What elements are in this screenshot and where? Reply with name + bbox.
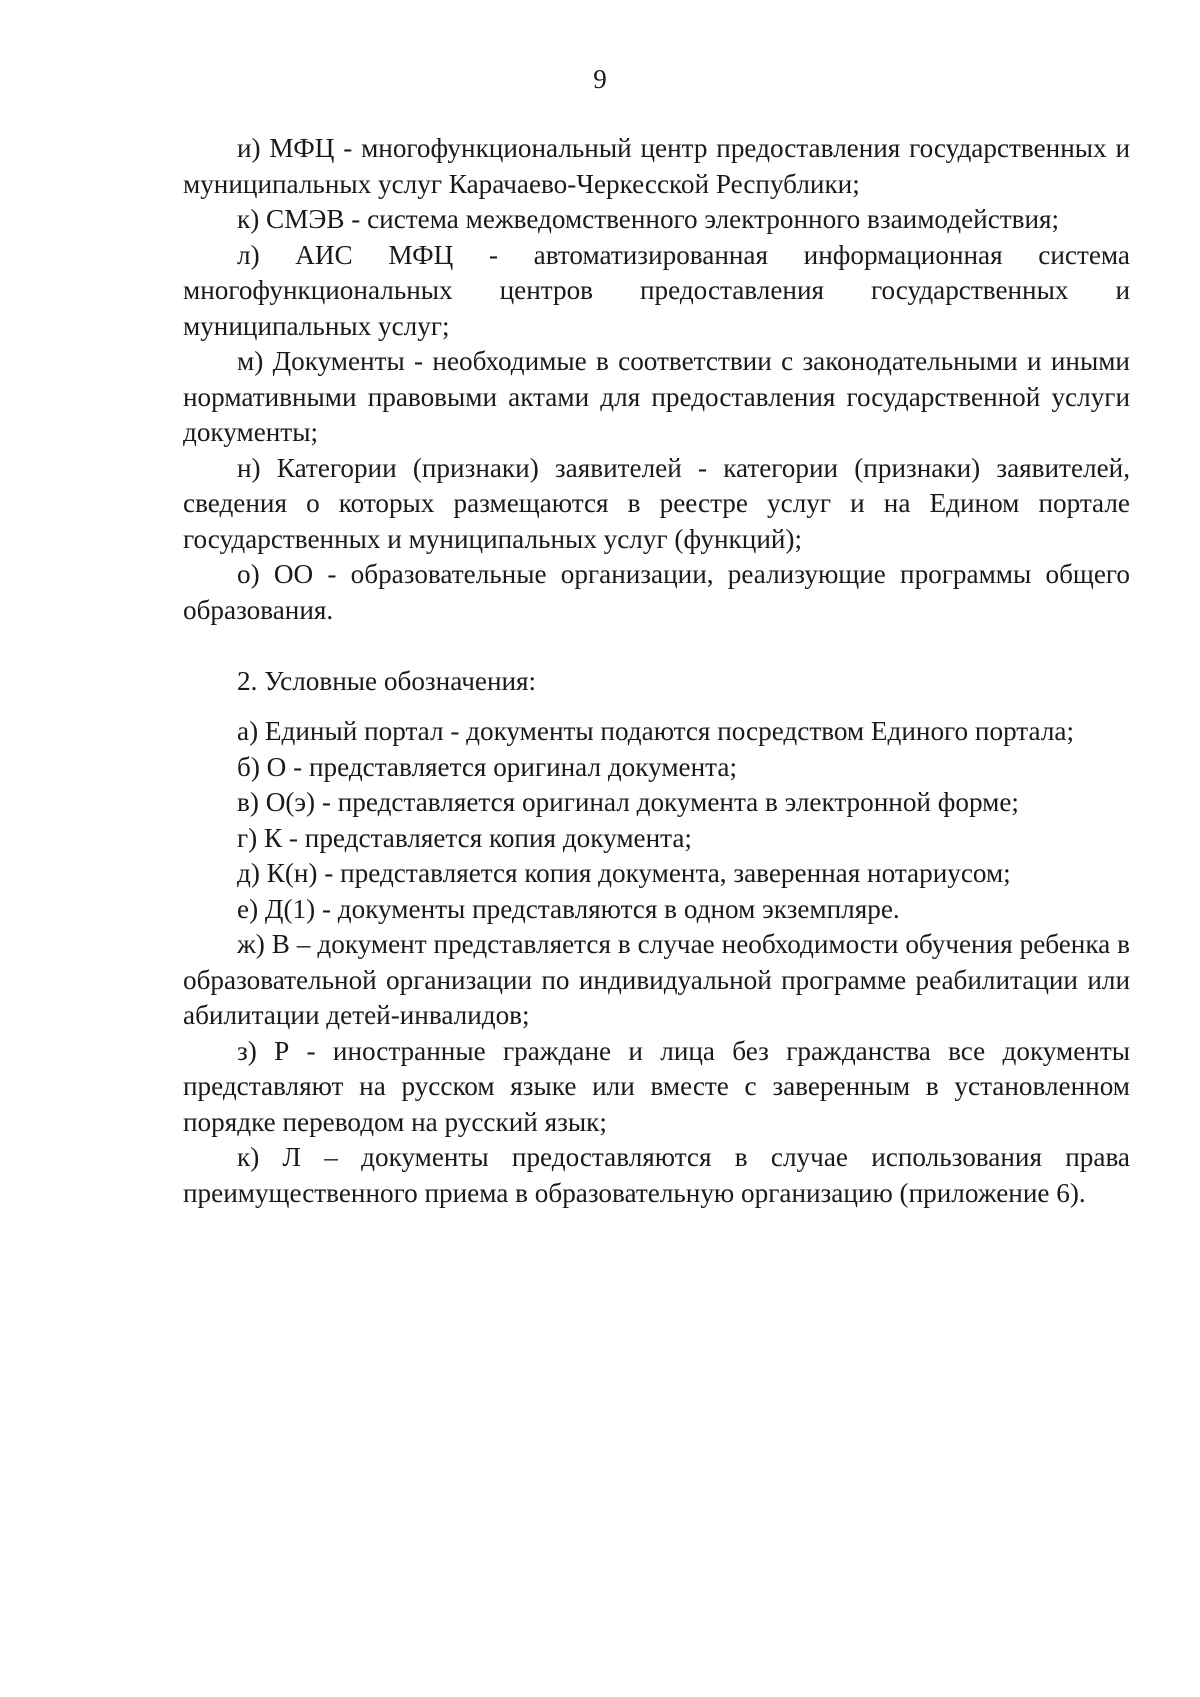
section-heading: 2. Условные обозначения: — [237, 666, 537, 696]
definition-item: и) МФЦ - многофункциональный центр предоставления государственных и муниципальных услуг Карачаево-Черкесской Республики; — [183, 133, 1130, 199]
definition-item: н) Категории (признаки) заявителей - категории (признаки) заявителей, сведения о которых размещаются в реестре услуг и на Едином портале государственных и муниципальных услуг (функций); — [183, 452, 1130, 554]
symbol-item: з) Р - иностранные граждане и лица без гражданства все документы представляют на русском языке или вместе с заверенным в установленном порядке переводом на русский язык; — [183, 1035, 1130, 1137]
definition-item: м) Документы - необходимые в соответствии с законодательными и иными нормативными правовыми актами для предоставления государственной услуги документы; — [183, 346, 1130, 447]
symbol-item: в) О(э) - представляется оригинал документа в электронной форме; — [237, 787, 1019, 817]
definition-item: о) ОО - образовательные организации, реализующие программы общего образования. — [183, 559, 1130, 625]
definitions-list — [183, 131, 1130, 628]
symbols-list — [183, 714, 1130, 1211]
definition-item: к) СМЭВ - система межведомственного электронного взаимодействия; — [237, 204, 1060, 234]
symbol-item: е) Д(1) - документы представляются в одном экземпляре. — [237, 893, 900, 924]
symbol-item: а) Единый портал - документы подаются посредством Единого портала; — [237, 716, 1075, 746]
symbol-item: ж) В – документ представляется в случае необходимости обучения ребенка в образовательной организации по индивидуальной программе реабилитации или абилитации детей-инвалидов; — [183, 929, 1130, 1030]
symbol-item: г) К - представляется копия документа; — [237, 822, 692, 853]
page-number: 9 — [593, 64, 607, 94]
symbol-item: к) Л – документы предоставляются в случае использования права преимущественного приема в образовательную организацию (приложение 6). — [183, 1142, 1130, 1208]
symbol-item: д) К(н) - представляется копия документа, заверенная нотариусом; — [237, 858, 1011, 888]
definition-item: л) АИС МФЦ - автоматизированная информационная система многофункциональных центров предоставления государственных и муниципальных услуг; — [183, 239, 1130, 341]
symbol-item: б) О - представляется оригинал документа; — [237, 751, 737, 782]
